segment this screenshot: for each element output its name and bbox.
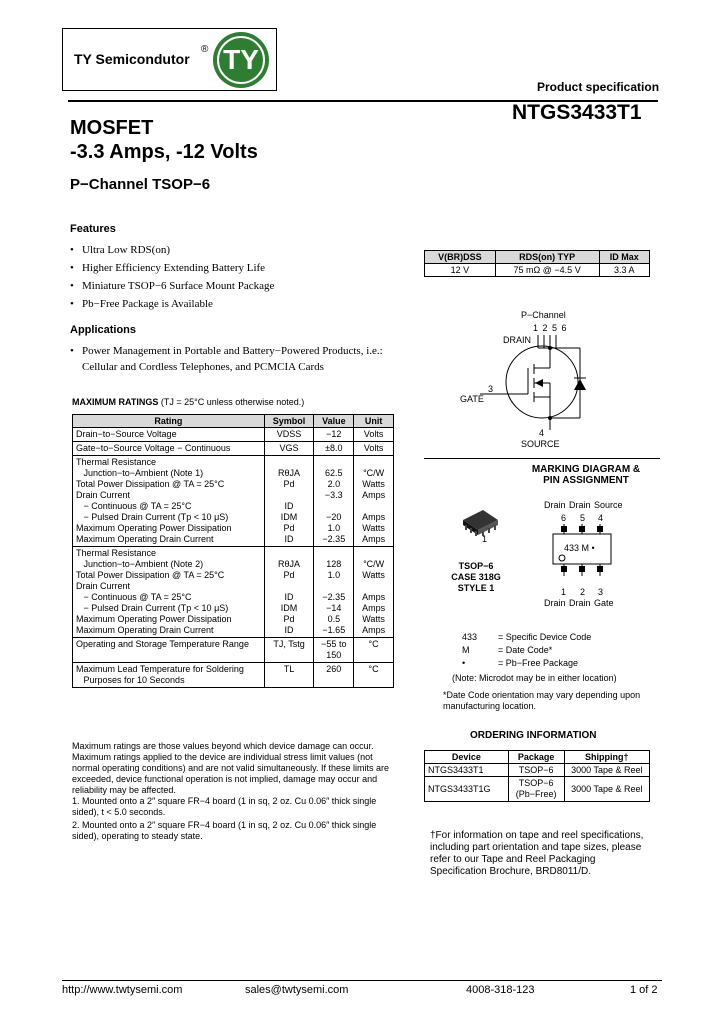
cell-line <box>357 581 390 592</box>
cell-line: RθJA <box>278 559 301 569</box>
cell-line: − Continuous @ TA = 25°C <box>76 592 192 602</box>
footer-email[interactable]: sales@twtysemi.com <box>245 984 349 996</box>
column-header: Symbol <box>264 415 314 428</box>
cell-line: 150 <box>326 650 342 660</box>
column-header: Device <box>425 751 509 764</box>
marking-heading <box>528 464 644 486</box>
max-ratings-heading-row <box>72 397 304 407</box>
column-header: Package <box>508 751 564 764</box>
legend-desc: = Specific Device Code <box>498 632 592 642</box>
table-cell-value <box>314 638 354 663</box>
applications-list <box>70 343 400 375</box>
package-line: TSOP−6 <box>518 778 554 788</box>
footer-page: 1 of 2 <box>630 984 658 996</box>
source-label: SOURCE <box>521 439 560 449</box>
table-row <box>425 777 650 802</box>
note-2: 2. Mounted onto a 2″ square FR−4 board (1 in sq, 2 oz. Cu 0.06″ thick single sided), operating to steady state. <box>72 820 377 841</box>
table-header-row <box>425 251 650 264</box>
package-line: (Pb−Free) <box>515 789 557 799</box>
table-cell-unit <box>354 442 394 456</box>
ordering-heading: ORDERING INFORMATION <box>470 730 597 741</box>
table-row <box>73 638 394 663</box>
cell-line: Amps <box>362 490 386 500</box>
table-row <box>73 547 394 638</box>
cell-line <box>268 581 311 592</box>
footer-phone: 4008-318-123 <box>466 984 535 996</box>
chip-marking-text: 433 M • <box>564 543 595 553</box>
ratings-footnote: Maximum ratings are those values beyond which device damage can occur. Maximum ratings applied to the device are individual stress limit values (not normal operating conditions) and are not valid simultaneously. If these limits are exceeded, device functional operation is not implied, damage may occur and reliability may be affected. <box>72 741 389 795</box>
cell-line: −1.65 <box>322 625 346 635</box>
cell-line: 128 <box>326 559 342 569</box>
gate-label: GATE <box>460 394 484 404</box>
table-cell: 3000 Tape & Reel <box>564 764 649 777</box>
cell-line: Pd <box>283 479 295 489</box>
cell-line: Amps <box>362 512 386 522</box>
cell-line: Maximum Operating Power Dissipation <box>76 614 232 624</box>
table-row <box>425 264 650 277</box>
features-list <box>70 241 370 313</box>
package-name: TSOP−6 <box>458 561 494 571</box>
cell-line: Watts <box>362 614 385 624</box>
brand-name: TY Semicondutor <box>74 51 190 67</box>
table-cell-unit <box>354 547 394 638</box>
table-cell-rating <box>73 663 265 688</box>
cell-line: Maximum Lead Temperature for Soldering <box>76 664 244 674</box>
cell-line: −3.3 <box>324 490 343 500</box>
cell-line: Total Power Dissipation @ TA = 25°C <box>76 570 225 580</box>
column-header: Rating <box>73 415 265 428</box>
cell-line: Drain−to−Source Voltage <box>76 429 177 439</box>
schematic-pins-top: 1 2 5 6 <box>533 323 567 333</box>
table-cell-value <box>314 663 354 688</box>
table-row <box>73 442 394 456</box>
package-pin-one: 1 <box>482 534 488 544</box>
column-header: Value <box>314 415 354 428</box>
legend-desc: = Pb−Free Package <box>498 658 579 668</box>
cell-line: RθJA <box>278 468 301 478</box>
date-code-note: *Date Code orientation may vary depending upon manufacturing location. <box>443 690 641 711</box>
marking-heading-line1: MARKING DIAGRAM & <box>531 464 641 475</box>
cell-line: 1.0 <box>327 523 341 533</box>
cell-line: − Pulsed Drain Current (Tp < 10 μS) <box>76 512 229 522</box>
table-cell-value <box>314 442 354 456</box>
note-1: 1. Mounted onto a 2″ square FR−4 board (1 in sq, 2 oz. Cu 0.06″ thick single sided), t < 5.0 seconds. <box>72 796 377 817</box>
cell-line <box>268 457 311 468</box>
cell-line: 260 <box>326 664 342 674</box>
marking-chip-diagram <box>550 522 615 587</box>
footer-divider <box>62 980 662 981</box>
cell-line: Junction−to−Ambient (Note 2) <box>76 559 204 569</box>
package-style: STYLE 1 <box>457 583 495 593</box>
cell-line: Volts <box>363 443 384 453</box>
diode-icon <box>574 379 586 390</box>
cell-line: °C/W <box>363 468 385 478</box>
cell-line: °C/W <box>363 559 385 569</box>
table-cell-value <box>314 456 354 547</box>
cell-line: Thermal Resistance <box>76 548 157 558</box>
pin-num-6: 6 <box>561 513 567 523</box>
cell-line: Operating and Storage Temperature Range <box>76 639 249 649</box>
max-ratings-heading: MAXIMUM RATINGS <box>72 397 159 407</box>
legend-desc: = Date Code* <box>498 645 553 655</box>
cell-line: ±8.0 <box>325 443 343 453</box>
pin-num-4: 4 <box>598 513 604 523</box>
cell-line: Pd <box>283 523 295 533</box>
source-pin-number: 4 <box>539 428 545 438</box>
section-divider <box>424 458 660 459</box>
cell-line: Amps <box>362 625 386 635</box>
table-cell: 12 V <box>425 264 496 277</box>
cell-line: °C <box>368 639 379 649</box>
pin-num-1: 1 <box>561 587 567 597</box>
table-row <box>425 764 650 777</box>
pin-num-5: 5 <box>580 513 586 523</box>
table-cell: NTGS3433T1G <box>425 777 509 802</box>
table-header-row <box>73 415 394 428</box>
table-cell-unit <box>354 663 394 688</box>
cell-line: Thermal Resistance <box>76 457 157 467</box>
summary-table <box>424 250 650 277</box>
cell-line: ID <box>284 501 294 511</box>
table-cell-symbol <box>264 456 314 547</box>
cell-line <box>317 581 350 592</box>
schematic-title: P−Channel <box>521 310 566 320</box>
column-header: Unit <box>354 415 394 428</box>
cell-line: 2.0 <box>327 479 341 489</box>
cell-line: Drain Current <box>76 490 131 500</box>
legend-code: M <box>462 645 470 655</box>
logo-letters: TY <box>217 36 265 84</box>
gate-pin-number: 3 <box>488 384 494 394</box>
cell-line <box>357 501 390 512</box>
mosfet-schematic <box>480 330 620 435</box>
cell-line: IDM <box>280 512 298 522</box>
table-cell-symbol <box>264 638 314 663</box>
list-item: • Pb−Free Package is Available <box>70 295 370 313</box>
cell-line: −14 <box>326 603 342 613</box>
table-row <box>73 428 394 442</box>
cell-line: TJ, Tstg <box>273 639 305 649</box>
cell-line: Total Power Dissipation @ TA = 25°C <box>76 479 225 489</box>
table-cell-rating <box>73 456 265 547</box>
ordering-table <box>424 750 650 802</box>
legend-code: • <box>462 658 466 668</box>
cell-line <box>268 548 311 559</box>
table-cell: 75 mΩ @ −4.5 V <box>495 264 599 277</box>
package-info <box>448 561 504 594</box>
column-header: V(BR)DSS <box>425 251 496 264</box>
page-subtitle: P−Channel TSOP−6 <box>70 176 211 193</box>
table-cell-unit <box>354 428 394 442</box>
table-cell-rating <box>73 442 265 456</box>
cell-line: Watts <box>362 523 385 533</box>
product-spec-label: Product specification <box>537 80 660 94</box>
cell-line <box>357 457 390 468</box>
cell-line <box>317 501 350 512</box>
cell-line <box>268 490 311 501</box>
table-cell-symbol <box>264 547 314 638</box>
cell-line: 62.5 <box>325 468 343 478</box>
table-cell-symbol <box>264 442 314 456</box>
cell-line: −20 <box>326 512 342 522</box>
table-cell: TSOP−6 <box>508 764 564 777</box>
cell-line: Drain Current <box>76 581 131 591</box>
ordering-footnote: †For information on tape and reel specifications, including part orientation and tape sizes, please refer to our Tape and Reel Packaging Specification Brochure, BRD8011/D. <box>430 830 644 877</box>
pin-labels-top: Drain Drain Source <box>544 500 623 510</box>
cell-line <box>357 548 390 559</box>
max-ratings-condition: (TJ = 25°C unless otherwise noted.) <box>160 397 305 407</box>
table-cell-symbol <box>264 428 314 442</box>
table-header-row <box>425 751 650 764</box>
table-cell: 3000 Tape & Reel <box>564 777 649 802</box>
microdot-note: (Note: Microdot may be in either location) <box>452 673 617 683</box>
marking-heading-line2: PIN ASSIGNMENT <box>543 475 629 486</box>
list-item: • Ultra Low RDS(on) <box>70 241 370 259</box>
cell-line: Watts <box>362 479 385 489</box>
cell-line <box>317 548 350 559</box>
cell-line: ID <box>284 592 294 602</box>
legend-code: 433 <box>462 632 478 642</box>
table-cell-rating <box>73 638 265 663</box>
cell-line: 0.5 <box>327 614 341 624</box>
table-cell-unit <box>354 638 394 663</box>
arrow-icon <box>535 379 543 387</box>
cell-line: −2.35 <box>322 534 346 544</box>
table-cell-unit <box>354 456 394 547</box>
registered-mark: ® <box>201 44 209 55</box>
cell-line: IDM <box>280 603 298 613</box>
cell-line: 1.0 <box>327 570 341 580</box>
cell-line: Purposes for 10 Seconds <box>76 675 185 685</box>
table-cell-symbol <box>264 663 314 688</box>
table-cell-value <box>314 547 354 638</box>
list-item: • Power Management in Portable and Battery−Powered Products, i.e.: Cellular and Cordless Telephones, and PCMCIA Cards <box>70 343 400 375</box>
tsop6-package-icon <box>458 505 503 540</box>
table-cell: NTGS3433T1 <box>425 764 509 777</box>
list-item: • Miniature TSOP−6 Surface Mount Package <box>70 277 370 295</box>
cell-line: °C <box>368 664 379 674</box>
drain-label: DRAIN <box>503 335 532 345</box>
cell-line: Watts <box>362 570 385 580</box>
cell-line: Amps <box>362 592 386 602</box>
column-header: Shipping† <box>564 751 649 764</box>
table-cell-rating <box>73 547 265 638</box>
package-case: CASE 318G <box>451 572 501 582</box>
pin-num-3: 3 <box>598 587 604 597</box>
features-heading: Features <box>70 223 116 235</box>
table-cell-value <box>314 428 354 442</box>
pin-labels-bottom: Drain Drain Gate <box>544 598 614 608</box>
column-header: ID Max <box>599 251 649 264</box>
page-title-ratings: -3.3 Amps, -12 Volts <box>70 141 258 163</box>
cell-line: −12 <box>326 429 342 439</box>
cell-line: Pd <box>283 570 295 580</box>
cell-line: ID <box>284 625 294 635</box>
list-item: • Higher Efficiency Extending Battery Life <box>70 259 370 277</box>
max-ratings-table <box>72 414 394 688</box>
table-cell-rating <box>73 428 265 442</box>
cell-line: TL <box>283 664 295 674</box>
cell-line: − Pulsed Drain Current (Tp < 10 μS) <box>76 603 229 613</box>
page-title: MOSFET <box>70 117 154 139</box>
column-header: RDS(on) TYP <box>495 251 599 264</box>
cell-line: Maximum Operating Drain Current <box>76 625 214 635</box>
cell-line: − Continuous @ TA = 25°C <box>76 501 192 511</box>
cell-line: VDSS <box>276 429 302 439</box>
cell-line: Amps <box>362 534 386 544</box>
applications-heading: Applications <box>70 324 137 336</box>
cell-line: Amps <box>362 603 386 613</box>
cell-line: ID <box>284 534 294 544</box>
table-row <box>73 663 394 688</box>
cell-line: Pd <box>283 614 295 624</box>
table-row <box>73 456 394 547</box>
cell-line: −55 to <box>321 639 347 649</box>
cell-line: Maximum Operating Power Dissipation <box>76 523 232 533</box>
table-cell <box>508 777 564 802</box>
cell-line: VGS <box>279 443 299 453</box>
pin-num-2: 2 <box>580 587 586 597</box>
cell-line: Maximum Operating Drain Current <box>76 534 214 544</box>
footer-url[interactable]: http://www.twtysemi.com <box>62 984 183 996</box>
part-number: NTGS3433T1 <box>512 101 642 124</box>
cell-line: −2.35 <box>322 592 346 602</box>
cell-line: Junction−to−Ambient (Note 1) <box>76 468 204 478</box>
cell-line: Gate−to−Source Voltage − Continuous <box>76 443 231 453</box>
cell-line <box>317 457 350 468</box>
cell-line: Volts <box>363 429 384 439</box>
table-cell: 3.3 A <box>599 264 649 277</box>
